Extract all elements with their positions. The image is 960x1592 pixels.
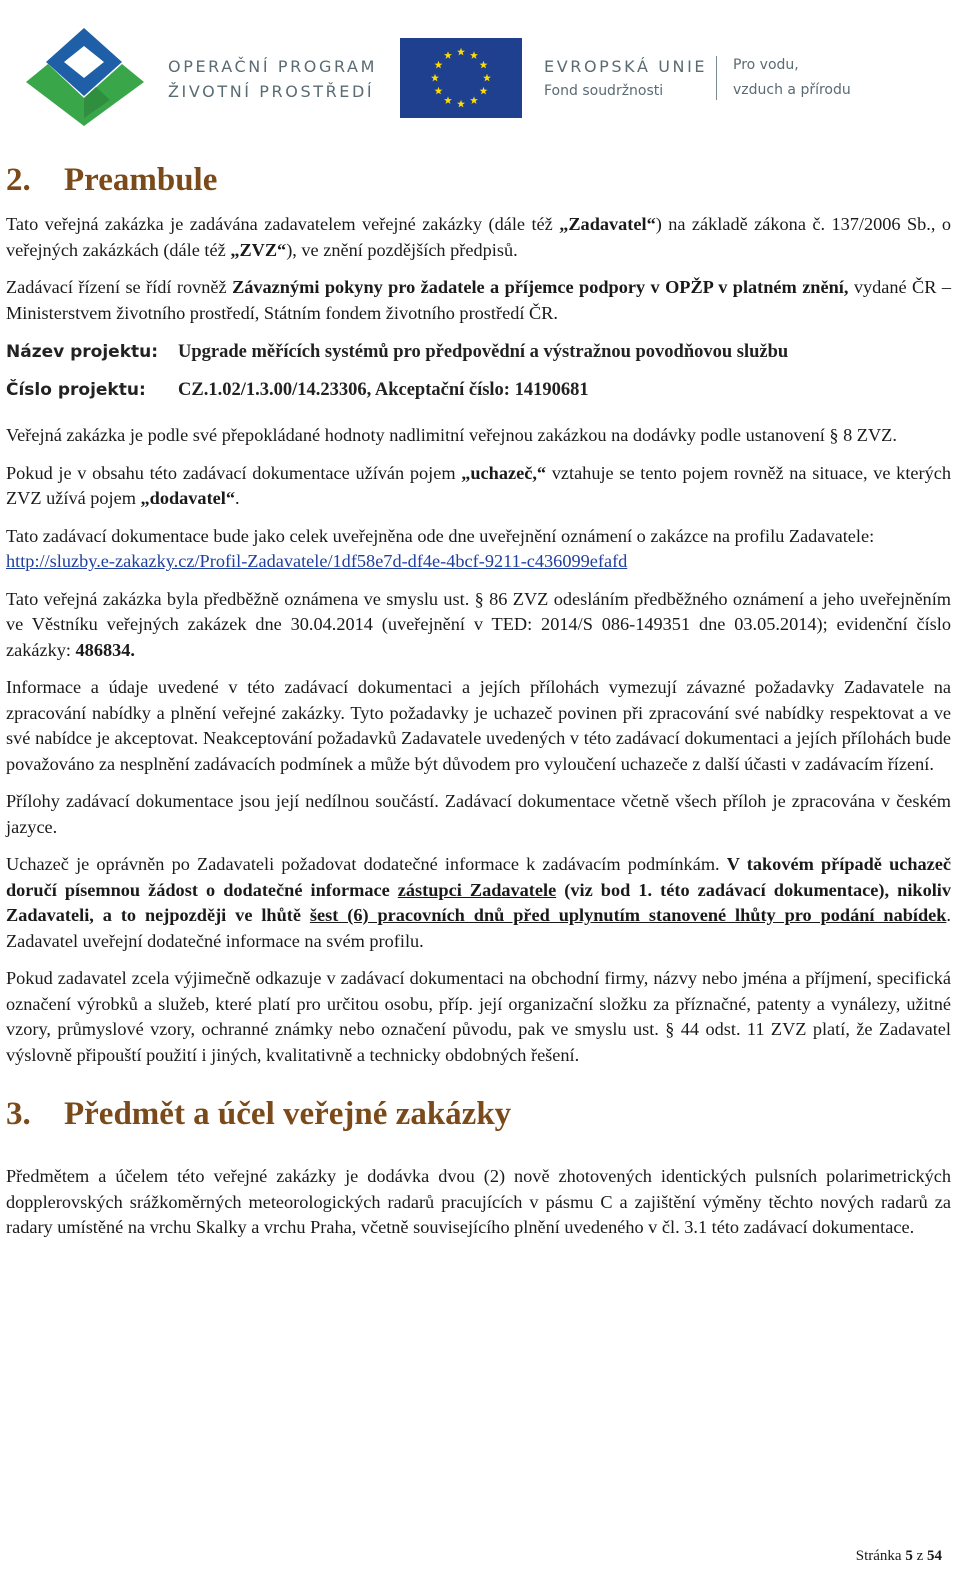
project-number: CZ.1.02/1.3.00/14.23306, Akceptační číslo: 14190681 (178, 380, 589, 400)
section-number: 3. (6, 1096, 31, 1132)
project-number-label: Číslo projektu: (6, 380, 146, 400)
eu-title: EVROPSKÁ UNIE (544, 57, 708, 76)
term-zvz: „ZVZ“ (230, 239, 287, 260)
paragraph (6, 524, 951, 575)
bold-text: (viz bod 1. této zadávací dokumentace), nikoliv Zadavateli, a to nejpozději ve lhůtě (6, 879, 952, 925)
text: . (235, 488, 240, 508)
paragraph: Veřejná zakázka je podle své přepokládané hodnoty nadlimitní veřejnou zakázkou na dodávky podle ustanovení § 8 ZVZ. (6, 425, 897, 445)
text: Pokud je v obsahu této zadávací dokumentace užíván pojem (6, 462, 462, 483)
term-dodavatel: „dodavatel“ (140, 488, 235, 508)
paragraph (6, 212, 951, 263)
section-heading-preambule (6, 158, 951, 202)
paragraph (6, 852, 951, 954)
project-name-row (6, 340, 951, 365)
text: Tato veřejná zakázka byla předběžně oznámena ve smyslu ust. § 86 ZVZ odesláním předběžného oznámení a jeho uveřejněním ve Věstníku veřejných zakázek dne 30.04.2014 (uveřejnění v TED: 2014/S 086-149351 dne 03.05.2014); evidenční číslo zakázky: (6, 588, 951, 660)
project-name-label: Název projektu: (6, 342, 159, 362)
eu-fund: Fond soudržnosti (544, 83, 664, 99)
project-name: Upgrade měřících systémů pro předpovědní a výstražnou povodňovou službu (178, 342, 789, 362)
page-sep: z (916, 1548, 924, 1564)
page-current: 5 (905, 1548, 913, 1564)
profile-link[interactable]: http://sluzby.e-zakazky.cz/Profil-Zadavatele/1df58e7d-df4e-4bcf-9211-c436099efafd (6, 551, 628, 571)
slogan (733, 53, 851, 103)
opzp-name (168, 54, 377, 104)
page-label: Stránka (855, 1548, 902, 1564)
section-heading-predmet (6, 1092, 951, 1136)
slogan-line2: vzduch a přírodu (733, 82, 851, 98)
opzp-line2: ŽIVOTNÍ PROSTŘEDÍ (168, 82, 375, 101)
text: vztahuje se tento pojem rovněž na situace, ve kterých ZVZ užívá pojem (6, 462, 951, 508)
text: ) na základě zákona č. 137/2006 Sb., o veřejných zakázkách (dále též (6, 214, 951, 260)
document-header (0, 0, 960, 150)
text: Tato zadávací dokumentace bude jako celek uveřejněna ode dne uveřejnění oznámení o zakázce na profilu Zadavatele: (6, 525, 875, 546)
bold-text: V takovém případě uchazeč doručí písemnou žádost o dodatečné informace (6, 854, 951, 900)
bold-underlined-text: šest (6) pracovních dnů před uplynutím stanovené lhůty pro podání nabídek (309, 905, 947, 925)
eu-block (544, 54, 707, 104)
text: vydané ČR – Ministerstvem životního prostředí, Státním fondem životního prostředí ČR. (6, 277, 951, 323)
paragraph: Pokud zadavatel zcela výjimečně odkazuje v zadávací dokumentaci na obchodní firmy, názvy nebo jména a příjmení, specifická označení výrobků a služeb, které platí pro určitou osobu, příp. její organizační složku za příznačné, patenty a vynálezy, užitné vzory, průmyslové vzory, ochranné známky nebo označení původu, pak ve smyslu ust. § 44 odst. 11 ZVZ platí, že Zadavatel výslovně připouští použití i jiných, kvalitativně a technicky obdobných řešení. (6, 968, 951, 1065)
page-total: 54 (927, 1548, 942, 1564)
opzp-logo-icon (22, 28, 148, 126)
eu-flag-icon (400, 38, 522, 118)
contract-number: 486834. (75, 639, 135, 660)
paragraph: Předmětem a účelem této veřejné zakázky je dodávka dvou (2) nově zhotovených identických pulsních polarimetrických dopplerovských srážkoměrných meteorologických radarů pracujících v pásmu C a zajištění výměny těchto nových radarů za radary umístěné na vrchu Skalky a vrchu Praha, včetně souvisejícího plnění uvedeného v čl. 3.1 této zadávací dokumentace. (6, 1166, 951, 1237)
paragraph (6, 587, 951, 664)
bold-text: Závaznými pokyny pro žadatele a příjemce podpory v OPŽP v platném znění, (232, 277, 849, 297)
header-divider (716, 56, 717, 100)
opzp-line1: OPERAČNÍ PROGRAM (168, 57, 378, 76)
page-footer (856, 1548, 942, 1565)
paragraph: Informace a údaje uvedené v této zadávací dokumentaci a jejích přílohách vymezují závazné požadavky Zadavatele na zpracování nabídky a plnění veřejné zakázky. Tyto požadavky je uchazeč povinen při zpracování své nabídky respektovat a ve své nabídce je akceptovat. Neakceptování požadavků Zadavatele uvedených v této zadávací dokumentaci a jejích přílohách bude považováno za nesplnění zadávacích podmínek a může být důvodem pro vyloučení uchazeče z další účasti v zadávacím řízení. (6, 677, 951, 774)
paragraph (6, 461, 951, 512)
text: Tato veřejná zakázka je zadávána zadavatelem veřejné zakázky (dále též (6, 214, 560, 234)
paragraph (6, 275, 951, 326)
term-zadavatel: „Zadavatel“ (559, 214, 656, 234)
text: ), ve znění pozdějších předpisů. (286, 239, 518, 260)
document-body (6, 158, 951, 1241)
section-number: 2. (6, 162, 31, 198)
project-number-row (6, 378, 951, 403)
slogan-line1: Pro vodu, (733, 57, 799, 73)
section-title: Preambule (64, 162, 218, 198)
bold-underlined-text: zástupci Zadavatele (397, 879, 557, 900)
text: Uchazeč je oprávněn po Zadavateli požadovat dodatečné informace k zadávacím podmínkám. (6, 854, 727, 874)
text: Zadávací řízení se řídí rovněž (6, 277, 233, 297)
paragraph: Přílohy zadávací dokumentace jsou její nedílnou součástí. Zadávací dokumentace včetně všech příloh je zpracována v českém jazyce. (6, 791, 951, 837)
text: . Zadavatel uveřejní dodatečné informace na svém profilu. (6, 905, 951, 951)
section-title: Předmět a účel veřejné zakázky (64, 1096, 512, 1132)
term-uchazec: „uchazeč,“ (461, 462, 547, 483)
